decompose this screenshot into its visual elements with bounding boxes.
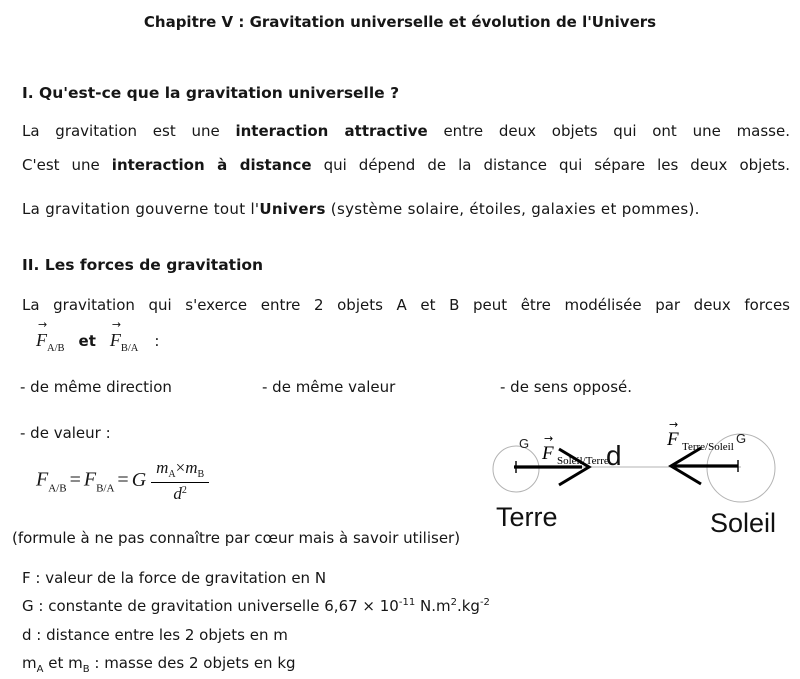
paragraph-forces-intro: La gravitation qui s'exerce entre 2 objets A et B peut être modélisée par deux forces [22, 296, 790, 314]
text-segment: G : constante de gravitation universelle 6,67 × 10 [22, 597, 399, 615]
force-soleil-terre-subscript: Soleil/Terre [557, 455, 609, 467]
force-ba-vector [109, 318, 139, 354]
connector-et: et [78, 332, 96, 350]
paragraph-distance-interaction [22, 155, 790, 175]
vector-arrow-icon: → [669, 418, 679, 431]
legend-constant [22, 597, 490, 615]
value-intro: - de valeur : [20, 424, 111, 442]
mass-b: m [185, 458, 198, 477]
formula-f2-subscript: B/A [96, 482, 115, 495]
page-title: Chapitre V : Gravitation universelle et évolution de l'Univers [143, 13, 657, 31]
exponent: 2 [450, 597, 457, 608]
mass-b-subscript: B [197, 469, 205, 480]
force-ba-subscript: B/A [120, 343, 139, 354]
vector-arrow-icon: → [544, 432, 554, 445]
equals-sign: = [69, 468, 81, 491]
paragraph-univers [22, 199, 797, 219]
text-segment-bold: interaction à distance [111, 156, 312, 174]
formula-g-constant: G [131, 468, 147, 491]
legend-masses [22, 654, 296, 675]
mass-a: m [156, 458, 169, 477]
text-segment: m [22, 654, 37, 672]
formula-f1-subscript: A/B [48, 482, 67, 495]
text-segment: qui dépend de la distance qui sépare les deux objets. [311, 156, 791, 174]
text-segment: .kg [456, 597, 480, 615]
text-segment-bold: Univers [259, 200, 326, 218]
subscript: B [82, 664, 90, 675]
mass-a-subscript: A [168, 469, 176, 480]
property-opposite-direction: - de sens opposé. [500, 378, 633, 396]
formula-fraction [151, 458, 209, 504]
gravitation-diagram [470, 418, 800, 540]
text-segment-bold: interaction attractive [235, 122, 428, 140]
force-soleil-terre-letter: F [542, 443, 554, 464]
force-ab-subscript: A/B [47, 343, 65, 354]
distance-label: d [606, 440, 622, 471]
force-ab-letter: F [36, 330, 47, 350]
soleil-label: Soleil [710, 508, 777, 538]
distance-d: d [173, 484, 182, 503]
text-segment: : masse des 2 objets en kg [89, 654, 296, 672]
section2-heading: II. Les forces de gravitation [22, 256, 264, 274]
exponent: -11 [398, 597, 416, 608]
fraction-numerator [151, 458, 209, 483]
text-segment: et m [43, 654, 83, 672]
legend-distance: d : distance entre les 2 objets en m [22, 626, 288, 644]
formula-note: (formule à ne pas connaître par cœur mais à savoir utiliser) [12, 529, 461, 547]
force-terre-soleil-letter: F [667, 429, 679, 450]
text-segment: C'est une [22, 156, 112, 174]
force-ab-vector [36, 318, 65, 354]
text-segment: La gravitation est une [22, 122, 236, 140]
soleil-center-point-label: G [736, 431, 747, 446]
force-vectors-line [36, 318, 160, 354]
distance-exponent: 2 [181, 485, 187, 496]
paragraph-attractive-interaction [22, 121, 790, 141]
text-segment: entre deux objets qui ont une masse. [427, 122, 790, 140]
text-segment: N.m [415, 597, 451, 615]
legend-force: F : valeur de la force de gravitation en N [22, 569, 327, 587]
terre-center-point-label: G [519, 436, 530, 451]
terre-label: Terre [496, 502, 558, 532]
vector-arrow-icon: → [38, 318, 48, 331]
equals-sign: = [117, 468, 129, 491]
text-segment: La gravitation gouverne tout l' [22, 200, 260, 218]
gravitation-formula [36, 458, 209, 504]
exponent: -2 [479, 597, 490, 608]
force-terre-soleil-subscript: Terre/Soleil [682, 441, 734, 453]
times-sign: × [175, 458, 186, 477]
subscript: A [36, 664, 44, 675]
property-same-value: - de même valeur [262, 378, 396, 396]
force-ba-letter: F [109, 330, 121, 350]
formula-f2: F [83, 468, 97, 491]
text-segment: (système solaire, étoiles, galaxies et pommes). [325, 200, 700, 218]
formula-f1: F [36, 468, 49, 491]
vector-arrow-icon: → [111, 318, 122, 331]
section1-heading: I. Qu'est-ce que la gravitation universelle ? [22, 84, 400, 102]
colon: : [154, 332, 160, 350]
fraction-denominator [151, 483, 209, 504]
property-same-direction: - de même direction [20, 378, 172, 396]
